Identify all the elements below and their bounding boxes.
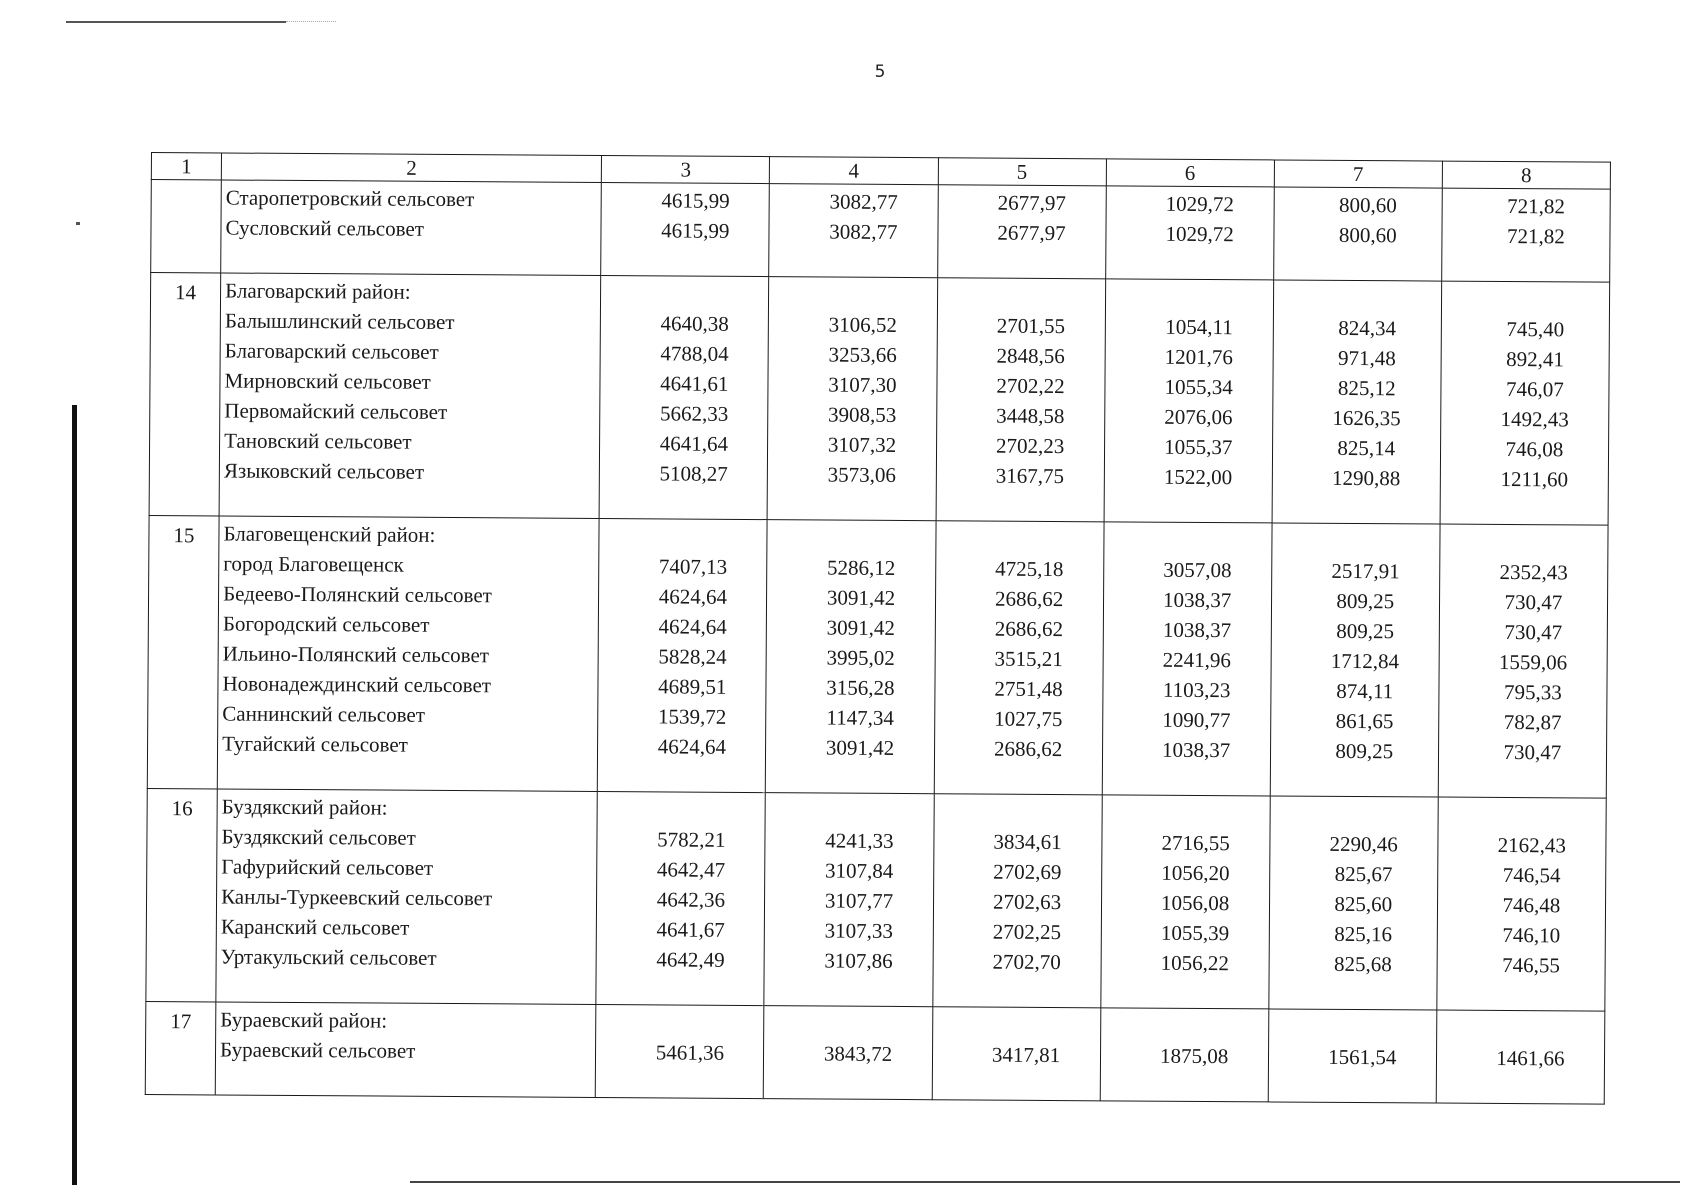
district-title: Благоварский район: (225, 278, 411, 304)
value-v7: 825,16 (1334, 921, 1393, 947)
value-v5: 2702,23 (995, 433, 1065, 459)
value-v7: 809,25 (1335, 738, 1394, 764)
value-v8: 721,82 (1506, 223, 1565, 249)
table-body (145, 180, 1610, 1105)
locality-name: Ильино-Полянский сельсовет (222, 641, 490, 668)
district-group-row (149, 273, 1610, 526)
value-v7: 825,12 (1337, 375, 1396, 401)
value-v7: 809,25 (1336, 588, 1395, 614)
locality-names-cell (215, 1002, 596, 1098)
value-v5: 2702,63 (992, 889, 1062, 915)
district-number: 16 (171, 796, 193, 821)
binding-edge-bar (72, 405, 77, 1185)
value-v3: 5108,27 (659, 461, 728, 486)
district-group-row (145, 1001, 1605, 1104)
value-v6: 1029,72 (1165, 191, 1235, 217)
district-group-row (147, 515, 1608, 798)
value-v3: 4788,04 (660, 341, 729, 366)
value-v8: 746,55 (1502, 952, 1561, 978)
locality-name: Старопетровский сельсовет (225, 185, 475, 212)
value-column-3-cell (598, 518, 768, 792)
district-number-cell (149, 273, 221, 516)
value-v3: 5782,21 (657, 827, 726, 852)
value-v6: 2076,06 (1164, 404, 1233, 430)
district-number-cell (146, 788, 217, 1001)
value-v3: 4689,51 (658, 674, 727, 699)
value-v5: 2677,97 (997, 220, 1066, 246)
value-column-5-cell (937, 185, 1106, 279)
value-v7: 825,60 (1334, 891, 1393, 917)
locality-name: Тановский сельсовет (224, 428, 412, 454)
title-offset (769, 279, 936, 310)
value-v7: 861,65 (1335, 708, 1394, 734)
title-offset (937, 280, 1104, 311)
title-offset (596, 1007, 763, 1038)
locality-name: Мирновский сельсовет (224, 368, 431, 394)
title-offset (598, 794, 765, 825)
value-v7: 2290,46 (1329, 831, 1398, 857)
value-v7: 1712,84 (1330, 648, 1400, 674)
value-v6: 1056,08 (1161, 890, 1230, 916)
value-v8: 746,10 (1502, 922, 1561, 948)
value-v5: 2702,25 (992, 919, 1062, 945)
value-v8: 746,08 (1505, 436, 1564, 462)
value-v4: 3107,86 (824, 948, 893, 973)
value-v7: 825,68 (1333, 951, 1392, 977)
value-column-3-cell (596, 791, 766, 1005)
table-wrapper (145, 152, 1611, 1105)
header-cell-5: 5 (938, 158, 1106, 186)
title-offset (1442, 284, 1609, 315)
value-v3: 4624,64 (658, 584, 728, 609)
value-v3: 4624,64 (657, 734, 727, 759)
value-column-8-cell (1440, 281, 1610, 525)
header-cell-3: 3 (602, 155, 770, 183)
value-v7: 825,67 (1334, 861, 1393, 887)
value-v4: 3091,42 (826, 585, 896, 610)
value-v7: 825,14 (1337, 435, 1396, 461)
value-v4: 3091,42 (825, 735, 895, 760)
value-column-4-cell (764, 793, 934, 1007)
value-v7: 874,11 (1336, 678, 1394, 704)
value-v7: 800,60 (1338, 222, 1397, 248)
value-column-8-cell (1442, 188, 1611, 282)
value-v5: 3448,58 (996, 403, 1065, 429)
value-v8: 892,41 (1506, 346, 1565, 372)
value-column-6-cell (1100, 795, 1270, 1009)
title-offset (933, 1009, 1100, 1040)
value-v8: 745,40 (1506, 316, 1565, 342)
locality-name: Тугайский сельсовет (222, 731, 408, 757)
locality-names-cell (221, 180, 602, 276)
title-offset (765, 1008, 932, 1039)
title-offset (1102, 797, 1269, 828)
value-v7: 800,60 (1339, 192, 1397, 218)
locality-name: город Благовещенск (223, 551, 404, 577)
value-v6: 2241,96 (1162, 647, 1232, 673)
value-v8: 730,47 (1504, 619, 1563, 645)
value-v5: 2677,97 (997, 190, 1066, 216)
value-column-7-cell (1269, 796, 1439, 1010)
locality-names-cell (219, 273, 601, 519)
value-v3: 1539,72 (657, 704, 727, 729)
value-v8: 1492,43 (1500, 406, 1569, 432)
value-v6: 1056,20 (1161, 860, 1230, 886)
value-v3: 4641,64 (659, 431, 729, 456)
value-v4: 3107,77 (824, 888, 894, 913)
value-column-5-cell (932, 1007, 1101, 1101)
value-column-5-cell (932, 794, 1102, 1008)
value-column-7-cell (1268, 1009, 1437, 1103)
value-v3: 4640,38 (660, 311, 729, 336)
value-column-7-cell (1270, 523, 1440, 797)
group-spacer (220, 1064, 595, 1096)
locality-name: Саннинский сельсовет (222, 701, 426, 727)
value-v8: 746,48 (1502, 892, 1561, 918)
value-v8: 795,33 (1503, 679, 1562, 705)
locality-name: Благоварский сельсовет (224, 338, 439, 364)
value-v6: 1055,37 (1164, 434, 1233, 460)
district-number-cell (147, 515, 219, 788)
group-spacer (220, 971, 595, 1003)
value-v6: 1055,39 (1160, 920, 1230, 946)
value-v7: 1290,88 (1331, 465, 1401, 491)
page-number: 5 (874, 62, 886, 82)
value-v4: 3908,53 (828, 402, 897, 427)
value-v6: 1029,72 (1165, 221, 1234, 247)
value-v6: 1054,11 (1165, 314, 1233, 340)
value-v3: 4624,64 (658, 614, 727, 639)
scan-edge-line-top-faint (286, 21, 336, 22)
title-offset (1104, 524, 1271, 555)
value-v6: 1038,37 (1162, 617, 1232, 643)
value-v8: 730,47 (1503, 739, 1562, 765)
title-offset (1438, 800, 1605, 831)
value-column-8-cell (1436, 1010, 1605, 1104)
value-v5: 3417,81 (991, 1042, 1061, 1068)
value-v5: 2702,70 (992, 949, 1061, 975)
value-column-6-cell (1102, 522, 1272, 796)
value-column-7-cell (1272, 280, 1442, 524)
value-v8: 730,47 (1504, 589, 1563, 615)
value-column-3-cell (601, 182, 770, 276)
value-v4: 3082,77 (829, 189, 898, 214)
locality-name: Балышлинский сельсовет (224, 308, 455, 335)
header-cell-8: 8 (1442, 161, 1610, 189)
value-v8: 1461,66 (1496, 1045, 1565, 1071)
locality-name: Языковский сельсовет (223, 458, 425, 484)
title-offset (1437, 1013, 1604, 1044)
district-number: 17 (170, 1009, 192, 1034)
title-offset (600, 521, 767, 552)
value-v5: 2686,62 (993, 736, 1063, 762)
title-offset (934, 796, 1101, 827)
group-spacer (224, 485, 599, 517)
value-column-6-cell (1100, 1008, 1269, 1102)
value-v7: 1561,54 (1328, 1044, 1397, 1070)
value-v3: 4642,47 (656, 857, 726, 882)
locality-name: Бураевский сельсовет (220, 1037, 416, 1063)
scan-edge-line-top (66, 21, 286, 23)
value-v6: 1055,34 (1164, 374, 1233, 400)
value-v6: 1875,08 (1159, 1043, 1229, 1069)
value-column-6-cell (1105, 186, 1274, 280)
value-column-5-cell (936, 278, 1106, 522)
value-v5: 2848,56 (996, 343, 1065, 369)
locality-name: Сусловский сельсовет (225, 215, 425, 241)
value-v6: 1201,76 (1164, 344, 1234, 370)
district-title: Благовещенский район: (223, 521, 436, 547)
value-v5: 3834,61 (993, 829, 1062, 855)
title-offset (1101, 1010, 1268, 1041)
value-v3: 5461,36 (655, 1040, 725, 1065)
value-v3: 4642,49 (656, 947, 725, 972)
value-v4: 3082,77 (829, 219, 898, 244)
locality-names-cell (217, 516, 599, 792)
value-column-4-cell (766, 520, 936, 794)
value-v4: 1147,34 (826, 705, 895, 730)
value-column-8-cell (1438, 524, 1608, 798)
value-v4: 3156,28 (826, 675, 895, 700)
header-cell-7: 7 (1274, 160, 1442, 188)
header-cell-1: 1 (151, 153, 221, 180)
value-v3: 4641,61 (660, 371, 729, 396)
value-v3: 7407,13 (658, 554, 728, 579)
value-v3: 4642,36 (656, 887, 726, 912)
value-v4: 3843,72 (823, 1041, 893, 1066)
value-v6: 1038,37 (1162, 737, 1231, 763)
value-column-5-cell (934, 521, 1104, 795)
scan-speck (76, 222, 80, 225)
locality-name: Гафурийский сельсовет (221, 854, 434, 880)
value-v6: 1090,77 (1162, 707, 1231, 733)
value-v4: 3106,52 (828, 312, 898, 337)
value-v6: 1522,00 (1163, 464, 1233, 490)
value-v6: 2716,55 (1161, 830, 1230, 856)
value-column-6-cell (1104, 279, 1274, 523)
value-column-8-cell (1437, 797, 1607, 1011)
district-group-row (151, 180, 1611, 283)
value-v8: 746,07 (1505, 376, 1564, 402)
value-v4: 5286,12 (827, 555, 896, 580)
district-title: Бураевский район: (220, 1007, 388, 1033)
value-column-4-cell (764, 1006, 933, 1100)
locality-name: Богородский сельсовет (222, 611, 430, 637)
value-v8: 746,54 (1502, 862, 1561, 888)
value-v3: 5828,24 (658, 644, 727, 669)
value-v7: 809,25 (1336, 618, 1395, 644)
header-cell-4: 4 (770, 157, 938, 185)
title-offset (1274, 282, 1441, 313)
scan-edge-line-bottom (410, 1181, 1680, 1183)
value-v5: 2702,69 (993, 859, 1062, 885)
value-v5: 4725,18 (995, 556, 1064, 582)
locality-name: Первомайский сельсовет (224, 398, 448, 424)
group-spacer (225, 242, 600, 274)
value-column-4-cell (769, 184, 938, 278)
value-v8: 2352,43 (1499, 559, 1568, 585)
value-column-3-cell (596, 1004, 765, 1098)
value-v4: 3091,42 (826, 615, 896, 640)
value-v3: 5662,33 (659, 401, 729, 426)
title-offset (768, 522, 935, 553)
value-column-7-cell (1273, 187, 1442, 281)
value-v5: 3515,21 (994, 646, 1063, 672)
locality-name: Буздякский сельсовет (221, 824, 416, 850)
district-group-row (146, 788, 1606, 1011)
value-v6: 1038,37 (1163, 587, 1232, 613)
group-spacer (222, 758, 597, 790)
value-v8: 1211,60 (1500, 466, 1569, 492)
title-offset (1270, 798, 1437, 829)
value-v4: 3107,33 (824, 918, 894, 943)
value-v8: 782,87 (1503, 709, 1562, 735)
value-v5: 2686,62 (994, 586, 1064, 612)
value-v6: 1056,22 (1160, 950, 1230, 976)
value-v4: 3107,84 (824, 858, 894, 883)
district-number: 14 (175, 280, 197, 305)
locality-name: Бедеево-Полянский сельсовет (223, 581, 492, 608)
value-v4: 4241,33 (825, 828, 894, 853)
district-number-cell (151, 180, 222, 273)
locality-names-cell (216, 789, 598, 1005)
header-cell-6: 6 (1106, 159, 1274, 187)
value-v4: 3107,30 (828, 372, 897, 397)
title-offset (766, 795, 933, 826)
district-number: 15 (173, 523, 195, 548)
value-v7: 824,34 (1338, 315, 1397, 341)
value-v6: 3057,08 (1163, 557, 1232, 583)
value-v7: 2517,91 (1331, 558, 1400, 584)
value-v5: 2751,48 (994, 676, 1063, 702)
locality-name: Канлы-Туркеевский сельсовет (221, 884, 493, 911)
value-v4: 3573,06 (827, 462, 897, 487)
value-v8: 721,82 (1507, 193, 1566, 219)
value-v5: 3167,75 (995, 463, 1065, 489)
value-v8: 1559,06 (1498, 649, 1568, 675)
value-v8: 2162,43 (1497, 832, 1567, 858)
value-v6: 1103,23 (1162, 677, 1231, 703)
value-v3: 4641,67 (656, 917, 725, 942)
value-v5: 2702,22 (996, 373, 1065, 399)
value-v7: 1626,35 (1332, 405, 1401, 431)
tariff-table (145, 152, 1611, 1105)
title-offset (1272, 525, 1439, 556)
value-v4: 3253,66 (828, 342, 897, 367)
locality-name: Каранский сельсовет (220, 914, 410, 940)
title-offset (1440, 527, 1607, 558)
value-v4: 3995,02 (826, 645, 895, 670)
title-offset (1106, 281, 1273, 312)
locality-name: Новонадеждинский сельсовет (222, 671, 492, 698)
value-v3: 4615,99 (661, 218, 730, 243)
district-title: Буздякский район: (221, 794, 388, 820)
value-v7: 971,48 (1337, 345, 1396, 371)
value-v3: 4615,99 (661, 188, 730, 213)
locality-name: Уртакульский сельсовет (220, 944, 437, 970)
title-offset (1269, 1011, 1436, 1042)
value-v5: 1027,75 (994, 706, 1063, 732)
value-column-4-cell (767, 277, 937, 521)
district-number-cell (145, 1001, 216, 1094)
value-column-3-cell (599, 275, 769, 519)
value-v5: 2686,62 (994, 616, 1064, 642)
title-offset (601, 278, 768, 309)
value-v5: 2701,55 (996, 313, 1066, 339)
title-offset (936, 523, 1103, 554)
value-v4: 3107,32 (827, 432, 897, 457)
header-cell-2: 2 (221, 153, 601, 183)
